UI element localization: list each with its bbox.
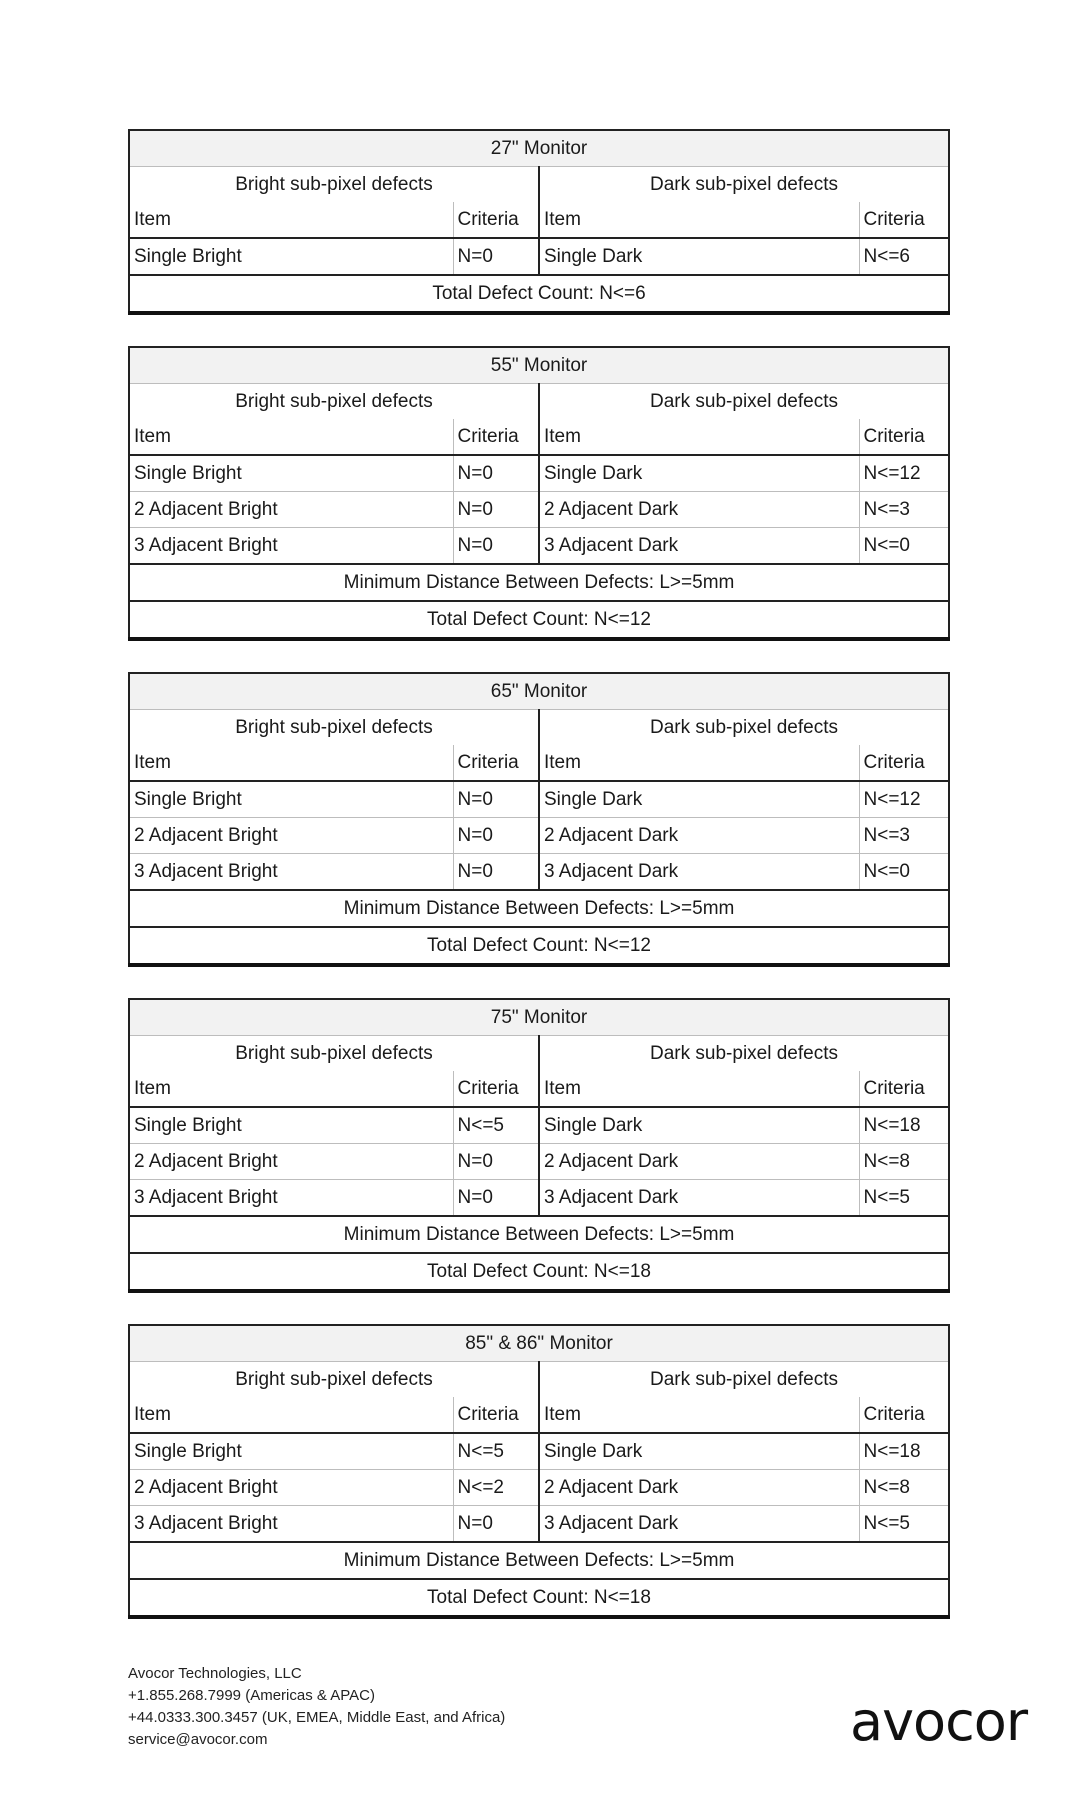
bright-group-header: Bright sub-pixel defects [129,167,539,203]
bright-criteria-header: Criteria [453,419,539,455]
table-row [129,1180,949,1217]
group-header-row [129,710,949,746]
bright-criteria: N=0 [453,1506,539,1543]
dark-item: 3 Adjacent Dark [539,1180,859,1217]
total-row [129,1253,949,1291]
total-defect-count: Total Defect Count: N<=12 [129,601,949,639]
bright-item: Single Bright [129,781,453,818]
dark-criteria-header: Criteria [859,419,949,455]
group-header-row [129,1036,949,1072]
dark-criteria-header: Criteria [859,745,949,781]
dark-criteria: N<=0 [859,528,949,565]
bright-group-header: Bright sub-pixel defects [129,1362,539,1398]
bright-group-header: Bright sub-pixel defects [129,710,539,746]
phone-emea: +44.0333.300.3457 (UK, EMEA, Middle East, and Africa) [128,1709,506,1726]
bright-criteria-header: Criteria [453,1397,539,1433]
bright-item: Single Bright [129,1107,453,1144]
table-row [129,1506,949,1543]
bright-item-header: Item [129,745,453,781]
bright-group-header: Bright sub-pixel defects [129,384,539,420]
dark-item-header: Item [539,419,859,455]
bright-item: Single Bright [129,1433,453,1470]
contact-footer [128,1663,505,1751]
bright-item: 2 Adjacent Bright [129,1144,453,1180]
bright-criteria: N=0 [453,1180,539,1217]
column-header-row [129,745,949,781]
dark-criteria: N<=12 [859,781,949,818]
bright-criteria: N=0 [453,1144,539,1180]
table-row [129,854,949,891]
dark-item-header: Item [539,1397,859,1433]
dark-item: Single Dark [539,455,859,492]
group-header-row [129,1362,949,1398]
bright-item: Single Bright [129,238,453,275]
phone-americas: +1.855.268.7999 (Americas & APAC) [128,1687,375,1704]
bright-item-header: Item [129,1397,453,1433]
bright-criteria: N<=5 [453,1107,539,1144]
bright-criteria-header: Criteria [453,745,539,781]
dark-criteria-header: Criteria [859,1397,949,1433]
dark-item: Single Dark [539,1433,859,1470]
total-row [129,1579,949,1617]
bright-item: 3 Adjacent Bright [129,1506,453,1543]
dark-group-header: Dark sub-pixel defects [539,1362,949,1398]
total-row [129,275,949,313]
bright-criteria: N=0 [453,528,539,565]
dark-item: 3 Adjacent Dark [539,1506,859,1543]
bright-criteria: N<=5 [453,1433,539,1470]
dark-criteria: N<=5 [859,1506,949,1543]
bright-item: 2 Adjacent Bright [129,818,453,854]
dark-criteria: N<=5 [859,1180,949,1217]
table-title-row [129,999,949,1036]
column-header-row [129,1397,949,1433]
total-row [129,601,949,639]
min-distance-row [129,1216,949,1253]
bright-criteria-header: Criteria [453,202,539,238]
table-title: 55" Monitor [129,347,949,384]
bright-criteria: N=0 [453,238,539,275]
table-row [129,1433,949,1470]
bright-item: 3 Adjacent Bright [129,854,453,891]
company-name: Avocor Technologies, LLC [128,1665,302,1682]
dark-item: 2 Adjacent Dark [539,1470,859,1506]
column-header-row [129,202,949,238]
table-title-row [129,673,949,710]
table-row [129,1107,949,1144]
min-distance-text: Minimum Distance Between Defects: L>=5mm [129,1216,949,1253]
table-row [129,1470,949,1506]
bright-group-header: Bright sub-pixel defects [129,1036,539,1072]
bright-item: 2 Adjacent Bright [129,492,453,528]
total-defect-count: Total Defect Count: N<=18 [129,1253,949,1291]
bright-criteria: N=0 [453,818,539,854]
table-row [129,455,949,492]
bright-item: 3 Adjacent Bright [129,1180,453,1217]
column-header-row [129,419,949,455]
bright-item-header: Item [129,1071,453,1107]
table-title-row [129,1325,949,1362]
dark-item: 2 Adjacent Dark [539,1144,859,1180]
bright-criteria: N=0 [453,854,539,891]
table-title: 65" Monitor [129,673,949,710]
dark-item-header: Item [539,202,859,238]
dark-item: Single Dark [539,1107,859,1144]
dark-criteria: N<=3 [859,492,949,528]
monitor-defect-table [128,1324,950,1619]
table-row [129,528,949,565]
bright-criteria: N<=2 [453,1470,539,1506]
table-title-row [129,130,949,167]
dark-item: 2 Adjacent Dark [539,818,859,854]
avocor-logo: avocor [850,1690,1028,1753]
bright-item: Single Bright [129,455,453,492]
table-title: 85" & 86" Monitor [129,1325,949,1362]
dark-group-header: Dark sub-pixel defects [539,1036,949,1072]
bright-criteria: N=0 [453,455,539,492]
bright-criteria: N=0 [453,492,539,528]
monitor-defect-table [128,129,950,315]
min-distance-text: Minimum Distance Between Defects: L>=5mm [129,1542,949,1579]
dark-item: Single Dark [539,781,859,818]
dark-criteria: N<=12 [859,455,949,492]
monitor-defect-table [128,672,950,967]
min-distance-row [129,890,949,927]
dark-criteria-header: Criteria [859,202,949,238]
total-defect-count: Total Defect Count: N<=18 [129,1579,949,1617]
dark-item-header: Item [539,745,859,781]
dark-criteria: N<=6 [859,238,949,275]
total-defect-count: Total Defect Count: N<=6 [129,275,949,313]
dark-group-header: Dark sub-pixel defects [539,710,949,746]
min-distance-text: Minimum Distance Between Defects: L>=5mm [129,890,949,927]
dark-group-header: Dark sub-pixel defects [539,167,949,203]
dark-criteria: N<=8 [859,1144,949,1180]
min-distance-text: Minimum Distance Between Defects: L>=5mm [129,564,949,601]
dark-criteria: N<=8 [859,1470,949,1506]
table-title-row [129,347,949,384]
table-row [129,492,949,528]
dark-criteria: N<=3 [859,818,949,854]
defect-tables [128,129,948,1650]
dark-item: 2 Adjacent Dark [539,492,859,528]
dark-group-header: Dark sub-pixel defects [539,384,949,420]
bright-item: 2 Adjacent Bright [129,1470,453,1506]
group-header-row [129,167,949,203]
min-distance-row [129,564,949,601]
table-row [129,1144,949,1180]
monitor-defect-table [128,998,950,1293]
table-row [129,818,949,854]
bright-criteria: N=0 [453,781,539,818]
bright-item-header: Item [129,202,453,238]
dark-item: Single Dark [539,238,859,275]
dark-item-header: Item [539,1071,859,1107]
table-title: 75" Monitor [129,999,949,1036]
email-link[interactable]: service@avocor.com [128,1731,268,1748]
table-title: 27" Monitor [129,130,949,167]
dark-item: 3 Adjacent Dark [539,528,859,565]
dark-criteria: N<=18 [859,1107,949,1144]
table-row [129,238,949,275]
min-distance-row [129,1542,949,1579]
dark-criteria-header: Criteria [859,1071,949,1107]
dark-criteria: N<=0 [859,854,949,891]
dark-item: 3 Adjacent Dark [539,854,859,891]
dark-criteria: N<=18 [859,1433,949,1470]
bright-item-header: Item [129,419,453,455]
total-row [129,927,949,965]
bright-item: 3 Adjacent Bright [129,528,453,565]
monitor-defect-table [128,346,950,641]
bright-criteria-header: Criteria [453,1071,539,1107]
group-header-row [129,384,949,420]
total-defect-count: Total Defect Count: N<=12 [129,927,949,965]
table-row [129,781,949,818]
column-header-row [129,1071,949,1107]
